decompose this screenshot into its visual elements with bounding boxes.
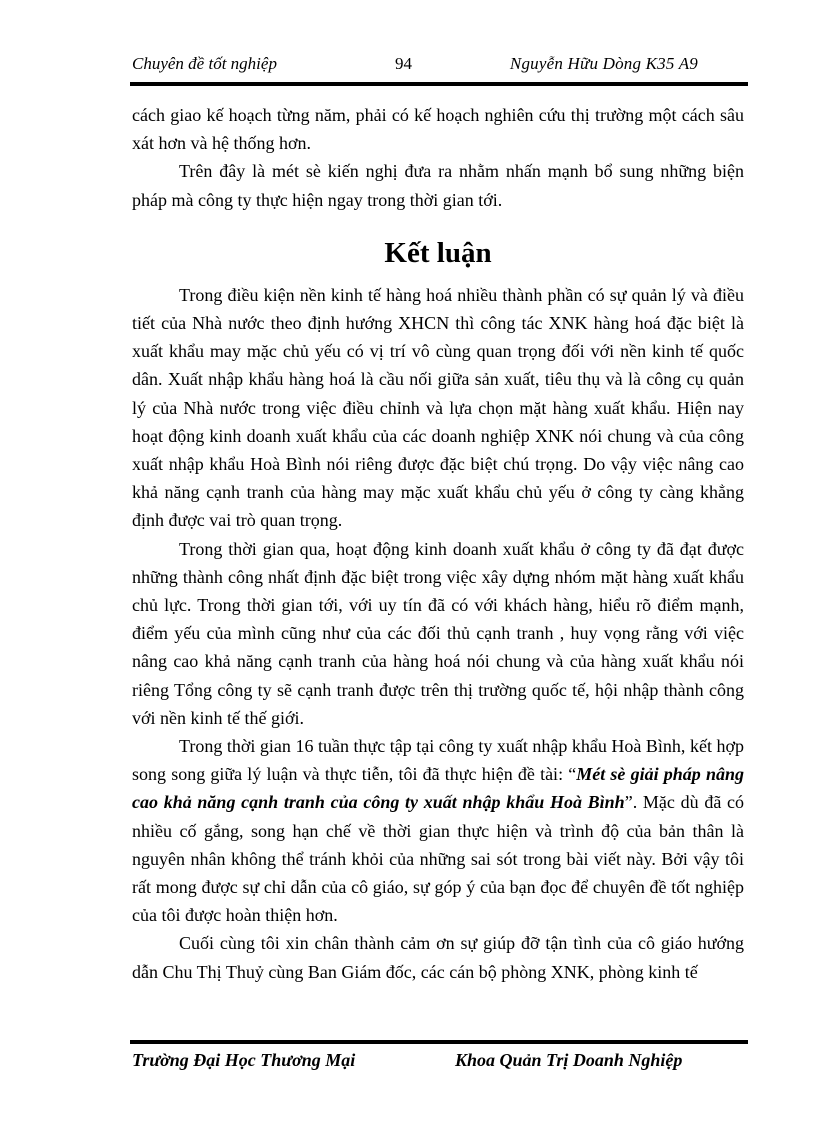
paragraph-conclusion-2: Trong thời gian qua, hoạt động kinh doanh xuất khẩu ở công ty đã đạt được những thành công nhất định đặc biệt trong việc xây dựng nhóm mặt hàng xuất khẩu chủ lực. Trong thời gian tới, với uy tín đã có với khách hàng, hiểu rõ điểm mạnh, điểm yếu của mình cũng như của các đối thủ cạnh tranh , huy vọng rằng với việc nâng cao khả năng cạnh tranh của hàng hoá nói chung và của hàng xuất khẩu nói riêng Tổng công ty sẽ cạnh tranh được trên thị trường quốc tế, hội nhập thành công với nền kinh tế thế giới. [132,538,744,728]
paragraph-text: ”. Mặc dù đã có nhiều cố gắng, song hạn chế về thời gian thực hiện và trình độ của bản thân là nguyên nhân không thể tránh khỏi của những sai sót trong bài viết này. Bởi vậy tôi rất mong được sự chỉ dẫn của cô giáo, sự góp ý của bạn đọc để chuyên đề tốt nghiệp của tôi được hoàn thiện hơn. [132,792,745,926]
paragraph-continuation: cách giao kế hoạch từng năm, phải có kế hoạch nghiên cứu thị trường một cách sâu xát hơn và hệ thống hơn. [132,105,744,154]
thesis-topic: Mét sè giải pháp nâng cao khả năng cạnh tranh của công ty xuất nhập khẩu Hoà Bình [132,764,745,813]
header-rule [130,82,748,86]
paragraph-conclusion-1: Trong điều kiện nền kinh tế hàng hoá nhiều thành phần có sự quản lý và điều tiết của Nhà nước theo định hướng XHCN thì công tác XNK hàng hoá đặc biệt là xuất khẩu may mặc chủ yếu có vị trí vô cùng quan trọng đối với nền kinh tế quốc dân. Xuất nhập khẩu hàng hoá là cầu nối giữa sản xuất, tiêu thụ và là công cụ quản lý của Nhà nước trong việc điều chỉnh và lựa chọn mặt hàng xuất khẩu. Hiện nay hoạt động kinh doanh xuất khẩu của các doanh nghiệp XNK nói chung và của công xuất nhập khẩu Hoà Bình nói riêng được đặc biệt chú trọng. Do vậy việc nâng cao khả năng cạnh tranh của hàng may mặc xuất khẩu chủ yếu ở công ty càng khẳng định được vai trò quan trọng. [132,284,744,531]
footer-university: Trường Đại Học Thương Mại [132,1050,356,1070]
document-body [132,101,744,986]
footer-rule [130,1040,748,1044]
paragraph-acknowledgement: Cuối cùng tôi xin chân thành cảm ơn sự giúp đỡ tận tình của cô giáo hướng dẫn Chu Thị Thuỷ cùng Ban Giám đốc, các cán bộ phòng XNK, phòng kinh tế [132,933,744,982]
paragraph-recommendations: Trên đây là mét sè kiến nghị đưa ra nhằm nhấn mạnh bổ sung những biện pháp mà công ty thực hiện ngay trong thời gian tới. [132,161,744,210]
page-number: 94 [395,54,412,73]
header-document-type: Chuyên đề tốt nghiệp [132,54,277,73]
header-author: Nguyễn Hữu Dòng K35 A9 [509,54,698,73]
page-footer [132,1050,744,1076]
page-header [132,54,698,78]
paragraph-text: Trong thời gian 16 tuần thực tập tại công ty xuất nhập khẩu Hoà Bình, kết hợp song song giữa lý luận và thực tiễn, tôi đã thực hiện đề tài: “ [132,736,744,785]
paragraph-conclusion-3 [132,732,744,929]
section-title: Kết luận [384,236,492,269]
footer-faculty: Khoa Quản Trị Doanh Nghiệp [455,1050,683,1070]
